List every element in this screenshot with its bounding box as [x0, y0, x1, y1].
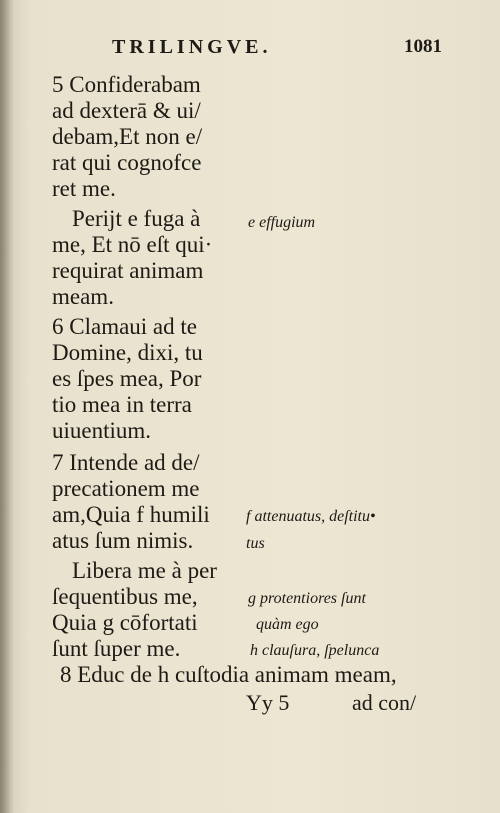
text-line: Perijt e fuga à [72, 206, 201, 231]
text-line: 5 Confiderabam [52, 72, 201, 97]
text-line: requirat animam [52, 258, 204, 283]
signature-mark: Yy 5 [246, 690, 290, 715]
text-line: ad dexterā & ui/ [52, 98, 201, 123]
text-line: ret me. [52, 176, 116, 201]
text-line: es ſpes mea, Por [52, 366, 202, 391]
text-line: tio mea in terra [52, 392, 192, 417]
marginal-gloss: quàm ego [256, 616, 319, 633]
text-line: am,Quia f humili [52, 502, 210, 527]
page-header [112, 36, 442, 62]
text-line: uiuentium. [52, 418, 152, 443]
text-line: meam. [52, 284, 114, 309]
text-line: ſunt ſuper me. [52, 636, 181, 661]
text-line: Domine, dixi, tu [52, 340, 203, 365]
marginal-gloss: h clauſura, ſpelunca [250, 642, 380, 659]
text-line: precationem me [52, 476, 200, 501]
marginal-gloss: g protentiores ſunt [248, 590, 366, 607]
gutter-shadow [0, 0, 14, 813]
catchword: ad con/ [352, 690, 417, 715]
running-head: TRILINGVE. [112, 36, 272, 58]
folio-number: 1081 [404, 36, 442, 57]
text-line: Libera me à per [72, 558, 217, 583]
marginal-gloss: e effugium [248, 214, 316, 231]
marginal-gloss: f attenuatus, deſtitu• [246, 508, 376, 525]
text-line: ſequentibus me, [52, 584, 198, 609]
text-line: 8 Educ de h cuſtodia animam meam, [60, 662, 397, 687]
text-line: 6 Clamaui ad te [52, 314, 197, 339]
text-line: rat qui cognofce [52, 150, 202, 175]
text-line: 7 Intende ad de/ [52, 450, 200, 475]
text-line: atus ſum nimis. [52, 528, 194, 553]
text-line: Quia g cōfortati [52, 610, 198, 635]
text-line: debam,Et non e/ [52, 124, 203, 149]
text-line: me, Et nō eſt qui· [52, 232, 213, 257]
marginal-gloss: tus [246, 535, 265, 552]
